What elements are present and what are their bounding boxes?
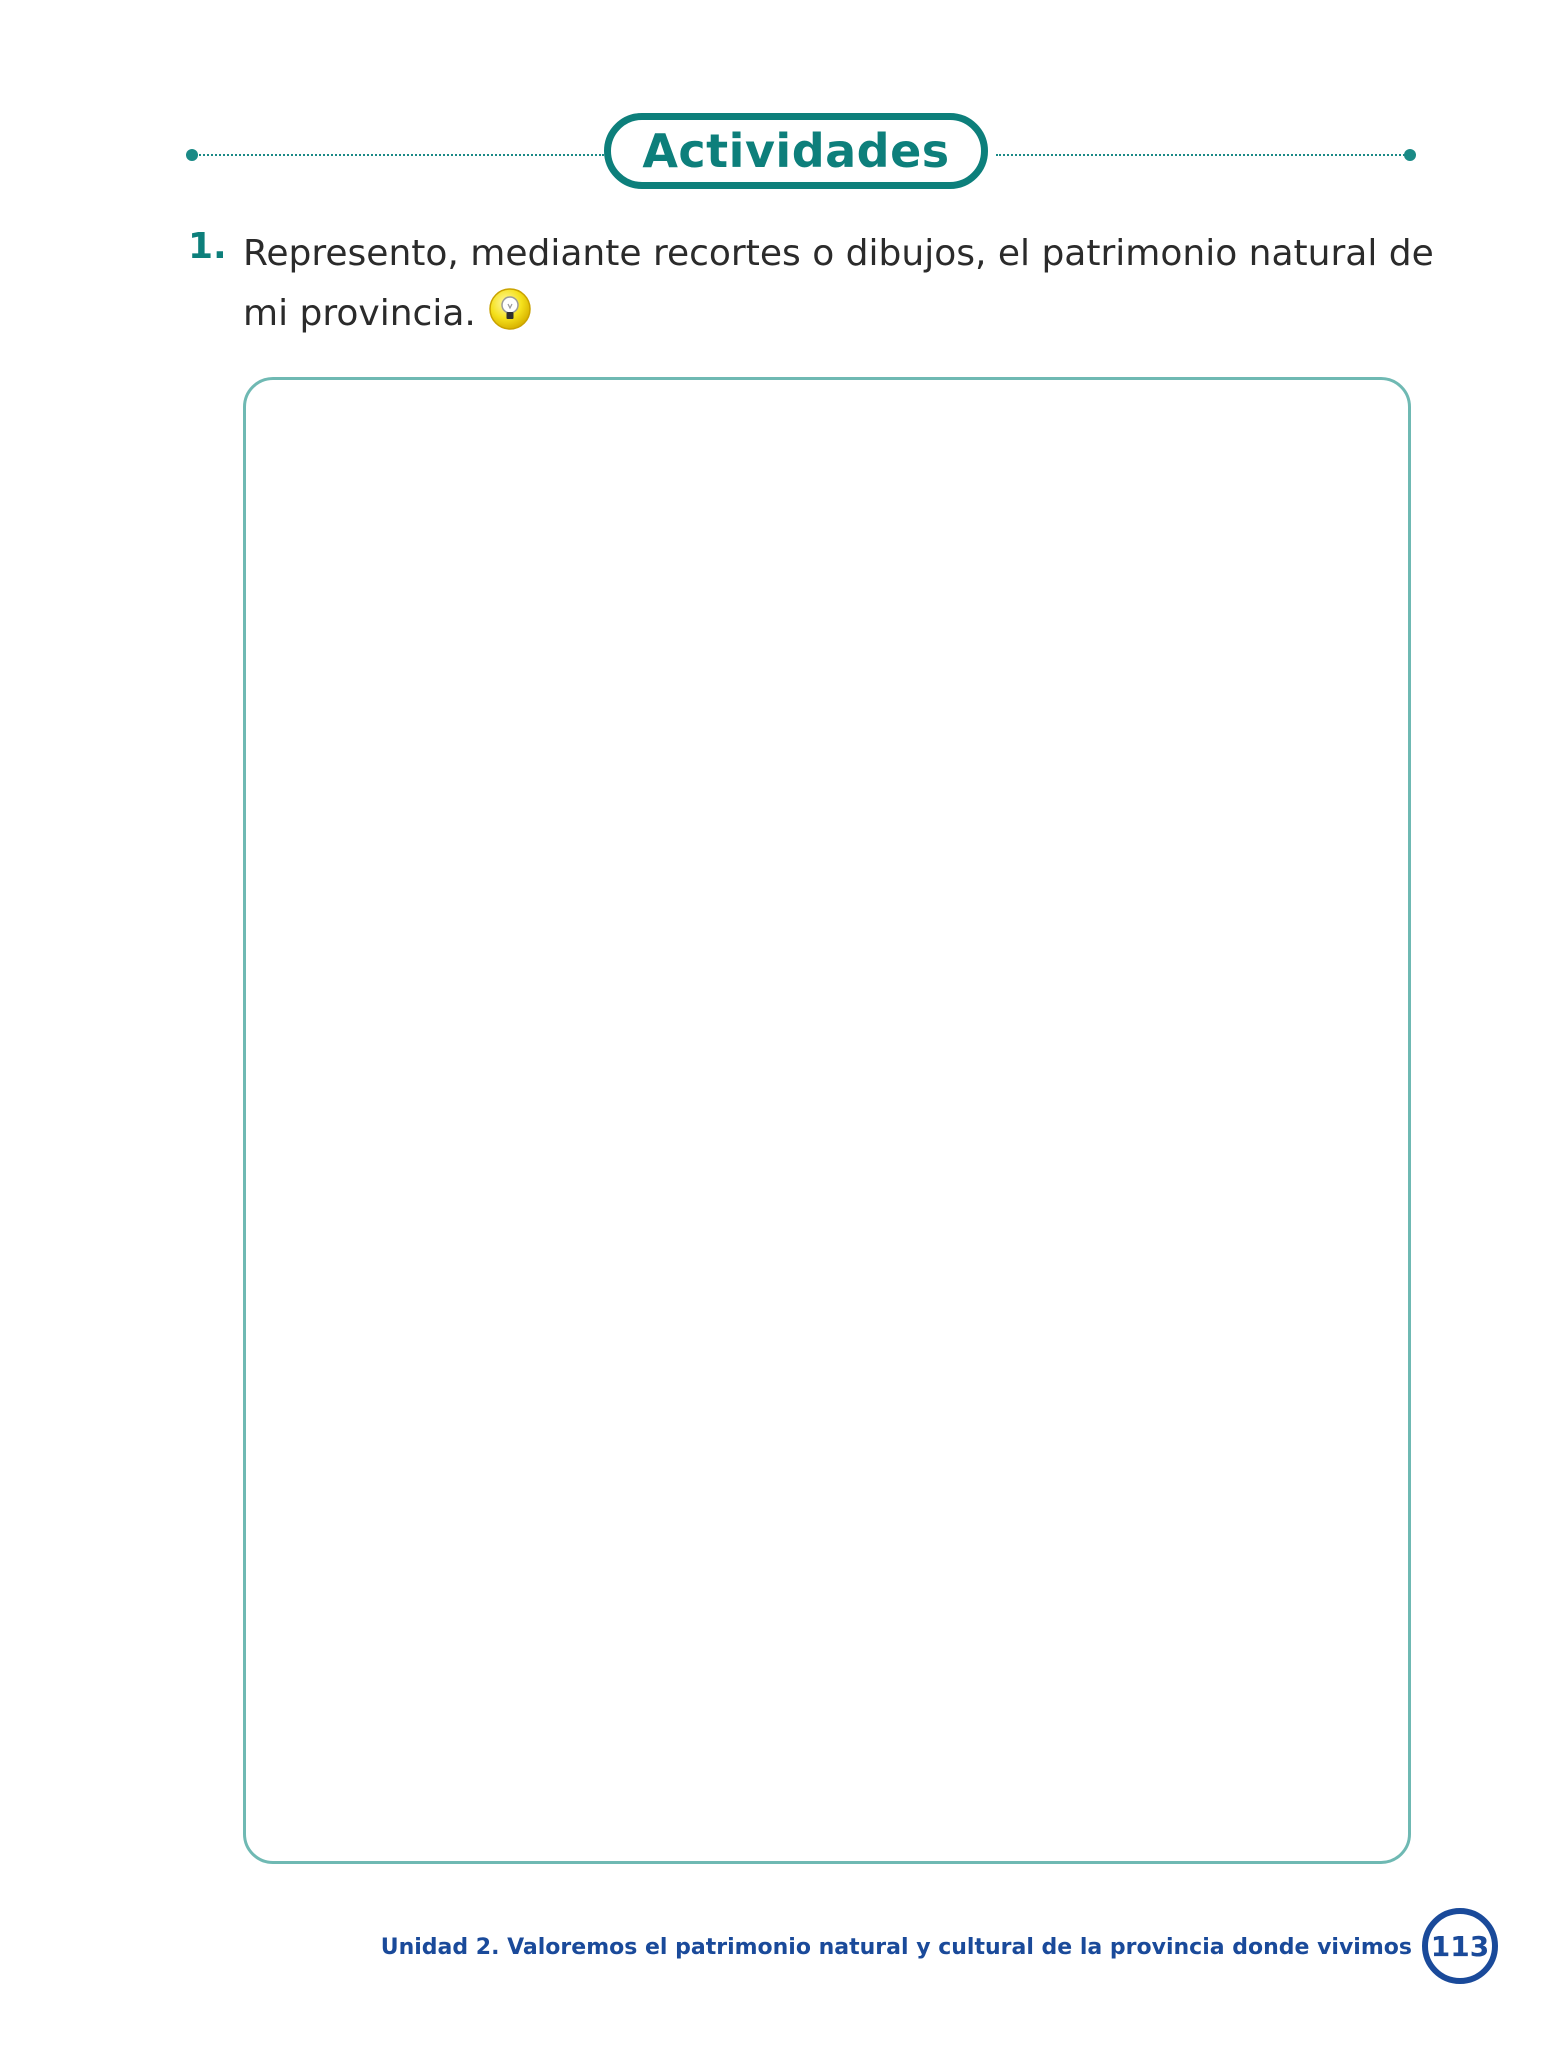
footer-unit-title: Unidad 2. Valoremos el patrimonio natural y cultural de la provincia donde vivimos xyxy=(380,1935,1412,1960)
section-title: Actividades xyxy=(642,124,950,178)
header-dot-right xyxy=(1404,149,1416,161)
section-title-pill xyxy=(604,113,988,189)
header-divider-right xyxy=(996,154,1408,156)
instruction-line-2-wrap xyxy=(243,284,1423,350)
instruction-line-1: Represento, mediante recortes o dibujos, el patrimonio natural de xyxy=(243,233,1434,274)
page-number: 113 xyxy=(1422,1908,1498,1984)
activity-instruction xyxy=(243,224,1434,350)
instruction-line-2: mi provincia. xyxy=(243,293,476,334)
activity-number: 1. xyxy=(188,226,227,267)
header-divider-left xyxy=(192,154,604,156)
lightbulb-icon xyxy=(488,287,532,350)
drawing-area[interactable] xyxy=(243,377,1411,1864)
